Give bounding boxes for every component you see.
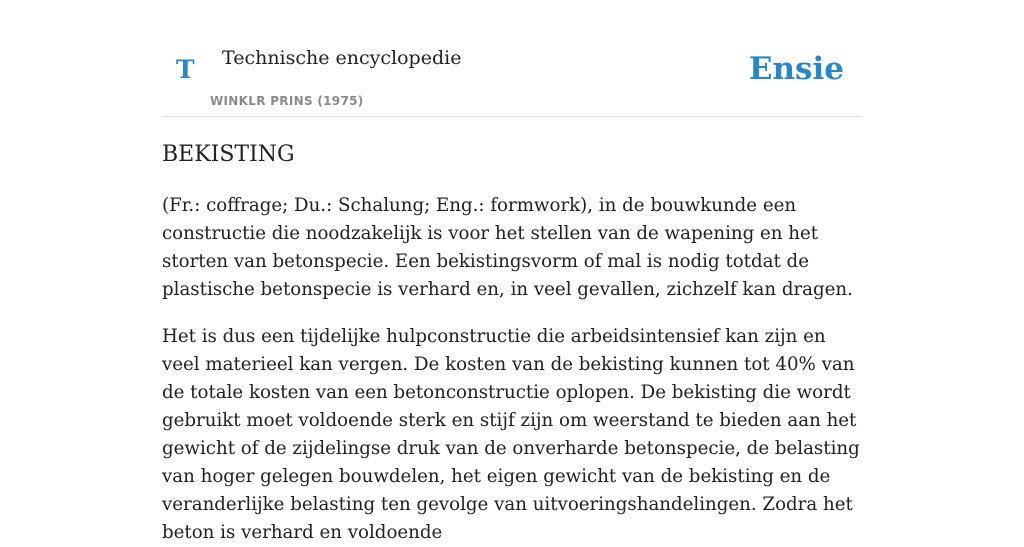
brand-logo[interactable]: Ensie: [748, 51, 844, 87]
source-header: [162, 0, 862, 117]
source-title-link[interactable]: Technische encyclopedie: [222, 47, 462, 69]
source-logo[interactable]: T: [176, 55, 195, 84]
entry-paragraph-2: Het is dus een tijdelijke hulpconstructie die arbeidsintensief kan zijn en veel materieel kan vergen. De kosten van de bekisting kunnen tot 40% van de totale kosten van een betonconstructie oplopen. De bekisting die wordt gebruikt moet voldoende sterk en stijf zijn om weerstand te bieden aan het gewicht of de zijdelingse druk van de onverharde betonspecie, de belasting van hoger gelegen bouwdelen, het eigen gewicht van de bekisting en de veranderlijke belasting ten gevolge van uitvoeringshandelingen. Zodra het beton is verhard en voldoende: [162, 326, 860, 543]
entry-title: BEKISTING: [162, 142, 295, 167]
entry-paragraph-1: (Fr.: coffrage; Du.: Schalung; Eng.: formwork), in de bouwkunde een constructie die noodzakelijk is voor het stellen van de wapening en het storten van betonspecie. Een bekistingsvorm of mal is nodig totdat de plastische betonspecie is verhard en, in veel gevallen, zichzelf kan dragen.: [162, 195, 853, 300]
source-subtitle: WINKLR PRINS (1975): [210, 94, 364, 108]
